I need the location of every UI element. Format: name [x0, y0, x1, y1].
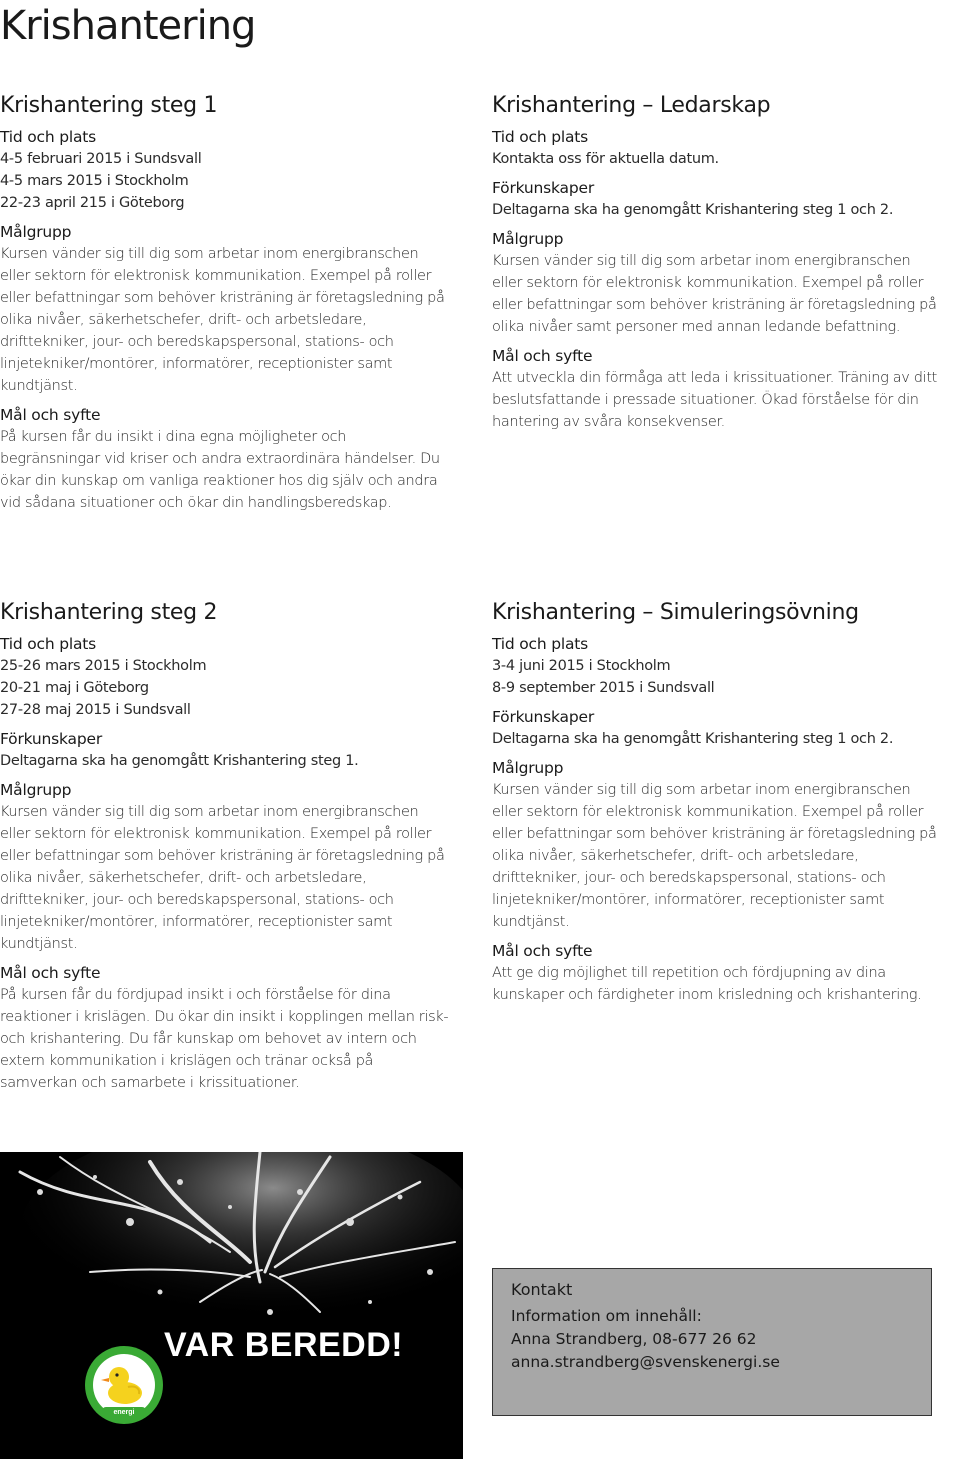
section-text: Kursen vänder sig till dig som arbetar inom energibranschen eller sektorn för elektronisk kommunikation. Exempel på roller eller befattningar som behöver kristräning är företagsledning på olika nivåer, säkerhetschefer, drift- och arbetsledare, drifttekniker, jour- och beredskapspersonal, stations- och linjetekniker/montörer, informatörer, receptionister samt kundtjänst.: [0, 804, 445, 952]
section-text: Att ge dig möjlighet till repetition och fördjupning av dina kunskaper och färdigheter inom krisledning och krishantering.: [492, 965, 922, 1003]
section-label: Mål och syfte: [492, 942, 593, 960]
section-text: Deltagarna ska ha genomgått Krishantering steg 1 och 2.: [492, 731, 894, 747]
splash-photo: [0, 1152, 463, 1459]
section-label: Tid och plats: [0, 635, 97, 653]
section-text: Deltagarna ska ha genomgått Krishantering steg 1 och 2.: [492, 202, 894, 218]
date-line: 4-5 februari 2015 i Sundsvall: [0, 151, 202, 167]
course-steg1: [0, 92, 450, 521]
section-text: Kursen vänder sig till dig som arbetar inom energibranschen eller sektorn för elektronisk kommunikation. Exempel på roller eller befattningar som behöver kristräning är företagsledning på olika nivåer samt personer med annan ledande befattning.: [492, 253, 937, 335]
date-line: 8-9 september 2015 i Sundsvall: [492, 680, 715, 696]
course-ledarskap: [492, 92, 940, 440]
contact-title: Kontakt: [511, 1280, 573, 1299]
date-line: 27-28 maj 2015 i Sundsvall: [0, 702, 191, 718]
course-heading: Krishantering steg 1: [0, 93, 218, 118]
date-line: 22-23 april 215 i Göteborg: [0, 195, 185, 211]
date-line: 25-26 mars 2015 i Stockholm: [0, 658, 207, 674]
section-text: Att utveckla din förmåga att leda i krissituationer. Träning av ditt beslutsfattande i pressade situationer. Ökad förståelse för din hantering av svåra konsekvenser.: [492, 370, 937, 430]
contact-box: [492, 1268, 932, 1416]
slogan-text: VAR BEREDD!: [164, 1326, 404, 1364]
contact-person: Anna Strandberg, 08-677 26 62: [511, 1330, 757, 1348]
section-text: På kursen får du insikt i dina egna möjligheter och begränsningar vid kriser och andra extraordinära händelser. Du ökar din kunskap om vanliga reaktioner hos dig själv och andra vid sådana situationer och ökar din handlingsberedskap.: [0, 429, 440, 511]
section-label: Mål och syfte: [492, 347, 593, 365]
target-section: [492, 757, 940, 933]
section-label: Målgrupp: [0, 781, 72, 799]
prereq-section: [0, 728, 450, 772]
section-label: Tid och plats: [492, 128, 589, 146]
section-label: Tid och plats: [492, 635, 589, 653]
section-label: Förkunskaper: [492, 179, 594, 197]
course-simulering: [492, 599, 940, 1013]
duck-badge-icon: [84, 1345, 164, 1425]
course-heading: Krishantering – Simuleringsövning: [492, 600, 859, 625]
contact-info-label: Information om innehåll:: [511, 1307, 702, 1325]
course-heading: Krishantering steg 2: [0, 600, 218, 625]
target-section: [492, 228, 940, 338]
section-text: På kursen får du fördjupad insikt i och förståelse för dina reaktioner i krislägen. Du ökar din insikt i kopplingen mellan risk- och krishantering. Du får kunskap om behovet av intern och extern kommunikation i krislägen och tränar också på samverkan och samarbete i krissituationer.: [0, 987, 449, 1091]
section-label: Målgrupp: [492, 759, 564, 777]
date-line: 3-4 juni 2015 i Stockholm: [492, 658, 671, 674]
badge-logo-text: energi: [113, 1409, 135, 1416]
target-section: [0, 221, 450, 397]
section-text: Kursen vänder sig till dig som arbetar inom energibranschen eller sektorn för elektronisk kommunikation. Exempel på roller eller befattningar som behöver kristräning är företagsledning på olika nivåer, säkerhetschefer, drift- och arbetsledare, drifttekniker, jour- och beredskapspersonal, stations- och linjetekniker/montörer, informatörer, receptionister samt kundtjänst.: [492, 782, 937, 930]
section-label: Målgrupp: [492, 230, 564, 248]
time-section: [0, 126, 450, 214]
water-splash-illustration: [0, 1152, 463, 1459]
page-title: Krishantering: [0, 3, 256, 49]
section-label: Förkunskaper: [0, 730, 102, 748]
time-section: [492, 126, 940, 170]
date-line: 4-5 mars 2015 i Stockholm: [0, 173, 189, 189]
section-text: Kursen vänder sig till dig som arbetar inom energibranschen eller sektorn för elektronisk kommunikation. Exempel på roller eller befattningar som behöver kristräning är företagsledning på olika nivåer, säkerhetschefer, drift- och arbetsledare, drifttekniker, jour- och beredskapspersonal, stations- och linjetekniker/montörer, informatörer, receptionister samt kundtjänst.: [0, 246, 445, 394]
date-line: Kontakta oss för aktuella datum.: [492, 151, 719, 167]
section-text: Deltagarna ska ha genomgått Krishantering steg 1.: [0, 753, 359, 769]
section-label: Målgrupp: [0, 223, 72, 241]
course-heading: Krishantering – Ledarskap: [492, 93, 771, 118]
date-line: 20-21 maj i Göteborg: [0, 680, 149, 696]
goal-section: [492, 940, 940, 1006]
prereq-section: [492, 706, 940, 750]
target-section: [0, 779, 450, 955]
goal-section: [0, 962, 450, 1094]
course-steg2: [0, 599, 450, 1101]
contact-email: anna.strandberg@svenskenergi.se: [511, 1353, 780, 1371]
section-label: Mål och syfte: [0, 964, 101, 982]
time-section: [492, 633, 940, 699]
section-label: Förkunskaper: [492, 708, 594, 726]
goal-section: [492, 345, 940, 433]
section-label: Mål och syfte: [0, 406, 101, 424]
section-label: Tid och plats: [0, 128, 97, 146]
goal-section: [0, 404, 450, 514]
time-section: [0, 633, 450, 721]
prereq-section: [492, 177, 940, 221]
